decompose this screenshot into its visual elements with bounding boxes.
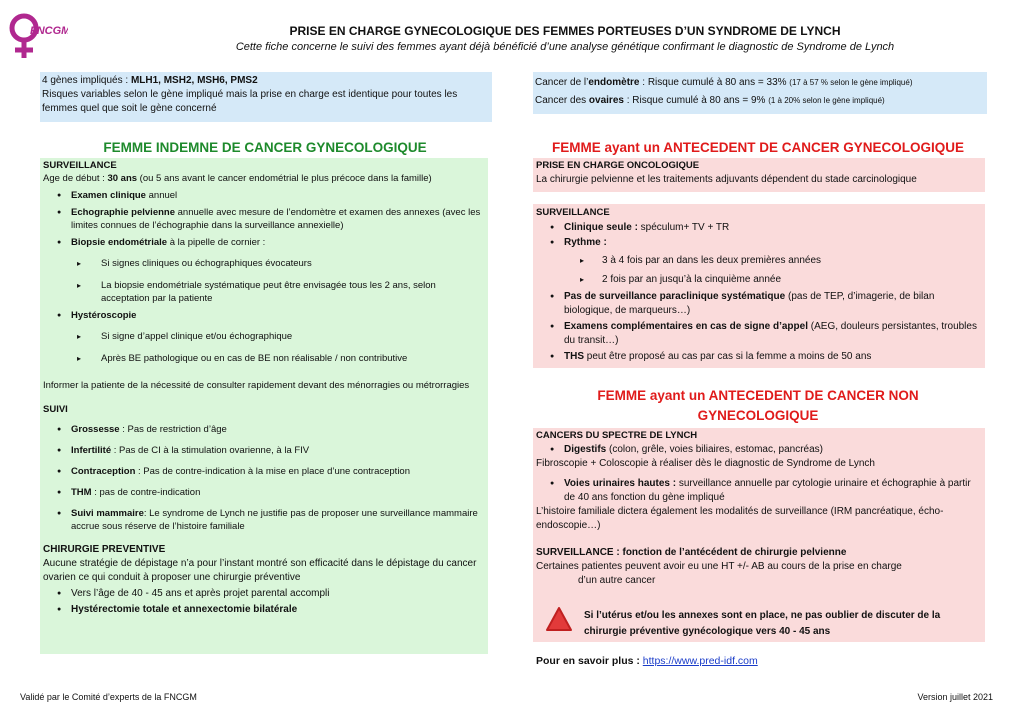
sub-item: ▸ Si signes cliniques ou échographiques évocateurs xyxy=(43,257,485,270)
list-item xyxy=(43,423,485,436)
ovary-risk: : Risque cumulé à 80 ans = 9% xyxy=(623,95,769,106)
risks-box xyxy=(533,72,987,114)
list-item xyxy=(536,477,982,505)
onco-title: PRISE EN CHARGE ONCOLOGIQUE xyxy=(536,160,700,171)
chirurgie-text: Aucune stratégie de dépistage n’a pour l’instant montré son efficacité dans le dépistage du cancer ovarien ce qui conduit à proposer une chirurgie préventive xyxy=(43,558,477,583)
genes-box xyxy=(40,72,492,122)
item-text: : Pas de contre-indication à la mise en place d’une contraception xyxy=(135,466,410,477)
spectre-title: CANCERS DU SPECTRE DE LYNCH xyxy=(536,430,698,441)
list-item xyxy=(43,309,485,322)
sub-item: ▸ Après BE pathologique ou en cas de BE non réalisable / non contributive xyxy=(43,352,485,365)
item-text: : pas de contre-indication xyxy=(91,487,201,498)
genes-list: MLH1, MSH2, MSH6, PMS2 xyxy=(130,75,258,86)
surveillance-title: SURVEILLANCE xyxy=(536,207,610,218)
ovary-bold: ovaires xyxy=(588,95,624,106)
item-text: : Pas de CI à la stimulation ovarienne, à la FIV xyxy=(111,445,310,456)
list-item xyxy=(43,206,485,232)
item-bold: THS xyxy=(564,351,584,362)
item-bold: Hystéroscopie xyxy=(71,310,137,321)
list-item xyxy=(536,443,982,457)
list-item xyxy=(43,189,485,202)
heading-line: GYNECOLOGIQUE xyxy=(697,408,819,423)
list-item xyxy=(43,486,485,499)
sub-item: ▸ La biopsie endométriale systématique peut être envisagée tous les 2 ans, selon acceptation par la patiente xyxy=(43,279,485,305)
age-prefix: Age de début : xyxy=(43,173,108,184)
footer-version: Version juillet 2021 xyxy=(917,692,993,702)
ovary-range: (1 à 20% selon le gène impliqué) xyxy=(768,96,885,105)
endo-risk: : Risque cumulé à 80 ans = 33% xyxy=(639,77,790,88)
item-text: spéculum+ TV + TR xyxy=(637,222,730,233)
sub-item: ▸ 3 à 4 fois par an dans les deux premières années xyxy=(536,254,982,268)
onco-box xyxy=(533,158,985,192)
suivi-title: SUIVI xyxy=(43,404,68,415)
heading-line: FEMME ayant un ANTECEDENT DE CANCER NON xyxy=(597,388,919,403)
item-bold: Rythme : xyxy=(564,237,607,248)
more-info-link[interactable]: https://www.pred-idf.com xyxy=(642,655,758,667)
onco-text: La chirurgie pelvienne et les traitements adjuvants dépendent du stade carcinologique xyxy=(536,174,917,185)
item-bold: Voies urinaires hautes : xyxy=(564,478,677,489)
list-item: ● Vers l’âge de 40 - 45 ans et après projet parental accompli xyxy=(43,587,485,601)
genes-label: 4 gènes impliqués : xyxy=(42,75,131,86)
list-item xyxy=(43,236,485,249)
list-item xyxy=(43,507,485,533)
histoire-text: L’histoire familiale dictera également les modalités de surveillance (IRM pancréatique, écho-endoscopie…) xyxy=(536,506,944,531)
surveillance-text: Certaines patientes peuvent avoir eu une HT +/- AB au cours de la prise en charge xyxy=(536,561,902,572)
ovary-prefix: Cancer des xyxy=(535,95,589,106)
inform-text: Informer la patiente de la nécessité de consulter rapidement devant des ménorragies ou métrorragies xyxy=(43,380,470,391)
sub-item: ▸ Si signe d’appel clinique et/ou échographique xyxy=(43,330,485,343)
right-heading-gyneco: FEMME ayant un ANTECEDENT DE CANCER GYNECOLOGIQUE xyxy=(551,140,965,155)
item-text: : Pas de restriction d’âge xyxy=(119,424,227,435)
right-heading-non-gyneco xyxy=(533,386,983,426)
item-text: (pas de TEP, d’imagerie, de bilan biologique, de marqueurs…) xyxy=(564,291,935,316)
fncgm-logo xyxy=(6,8,68,60)
warning-icon xyxy=(545,606,573,632)
sub-item: ▸ 2 fois par an jusqu’à la cinquième année xyxy=(536,273,982,287)
item-text: : Le syndrome de Lynch ne justifie pas de proposer une surveillance mammaire accrue sous réserve de l’histoire familiale xyxy=(71,508,478,532)
item-text: (AEG, douleurs persistantes, troubles du transit…) xyxy=(564,321,977,346)
item-text: surveillance annuelle par cytologie urinaire et échographie à partir de 40 ans fonction du gène impliqué xyxy=(564,478,971,503)
left-heading: FEMME INDEMNE DE CANCER GYNECOLOGIQUE xyxy=(103,140,427,155)
list-item xyxy=(536,320,982,348)
more-info-label: Pour en savoir plus : xyxy=(536,655,643,667)
list-item xyxy=(43,444,485,457)
item-bold: THM xyxy=(71,487,92,498)
non-gyneco-box xyxy=(533,428,985,642)
endo-range: (17 à 57 % selon le gène impliqué) xyxy=(789,78,913,87)
item-bold: Biopsie endométriale xyxy=(71,237,168,248)
item-bold: Digestifs xyxy=(564,444,607,455)
item-bold: Contraception xyxy=(71,466,136,477)
item-text: (colon, grêle, voies biliaires, estomac, pancréas) xyxy=(606,444,823,455)
item-bold: Pas de surveillance paraclinique systématique xyxy=(564,291,786,302)
item-text: peut être proposé au cas par cas si la femme a moins de 50 ans xyxy=(584,351,872,362)
endo-prefix: Cancer de l’ xyxy=(535,77,589,88)
more-info xyxy=(536,655,758,667)
item-bold: Suivi mammaire xyxy=(71,508,144,519)
item-bold: Examens complémentaires en cas de signe d’appel xyxy=(564,321,808,332)
age-bold: 30 ans xyxy=(107,173,138,184)
chirurgie-title: CHIRURGIE PREVENTIVE xyxy=(43,544,166,555)
item-text: à la pipelle de cornier : xyxy=(167,237,266,248)
list-item xyxy=(536,350,982,364)
warning-text: Si l’utérus et/ou les annexes sont en place, ne pas oublier de discuter de la chirurgie préventive gynécologique vers 40 - 45 ans xyxy=(584,610,941,637)
age-rest: (ou 5 ans avant le cancer endométrial le plus précoce dans la famille) xyxy=(137,173,432,184)
item-text: annuelle avec mesure de l’endomètre et examen des annexes (avec les limites connues de l’échographie dans la surveillance annexielle) xyxy=(71,207,481,231)
item-bold: Clinique seule : xyxy=(564,222,638,233)
surveillance-text: d’un autre cancer xyxy=(578,575,656,586)
surveillance-chir-title: SURVEILLANCE : fonction de l’antécédent de chirurgie pelvienne xyxy=(536,547,847,558)
item-text: annuel xyxy=(145,190,178,201)
surveillance-title: SURVEILLANCE xyxy=(43,160,117,171)
list-item xyxy=(43,465,485,478)
item-bold: Examen clinique xyxy=(71,190,146,201)
endo-bold: endomètre xyxy=(588,77,640,88)
left-box xyxy=(40,158,488,654)
item-bold: Echographie pelvienne xyxy=(71,207,175,218)
svg-text:FNCGM: FNCGM xyxy=(30,25,68,37)
surveillance-box xyxy=(533,204,985,368)
list-item: ● Hystérectomie totale et annexectomie bilatérale xyxy=(43,603,485,617)
list-item xyxy=(536,290,982,318)
page-title: PRISE EN CHARGE GYNECOLOGIQUE DES FEMMES PORTEUSES D’UN SYNDROME DE LYNCH xyxy=(289,24,841,38)
item-bold: Grossesse xyxy=(71,424,120,435)
fibro-text: Fibroscopie + Coloscopie à réaliser dès le diagnostic de Syndrome de Lynch xyxy=(536,458,875,469)
list-item xyxy=(536,221,982,235)
page-subtitle: Cette fiche concerne le suivi des femmes ayant déjà bénéficié d’une analyse génétique confirmant le diagnostic de Syndrome de Lynch xyxy=(235,41,895,53)
genes-note: Risques variables selon le gène impliqué mais la prise en charge est identique pour toutes les femmes quel que soit le gène concerné xyxy=(42,89,458,114)
item-bold: Infertilité xyxy=(71,445,112,456)
footer-validation: Validé par le Comité d’experts de la FNCGM xyxy=(20,692,197,702)
list-item xyxy=(536,236,982,250)
